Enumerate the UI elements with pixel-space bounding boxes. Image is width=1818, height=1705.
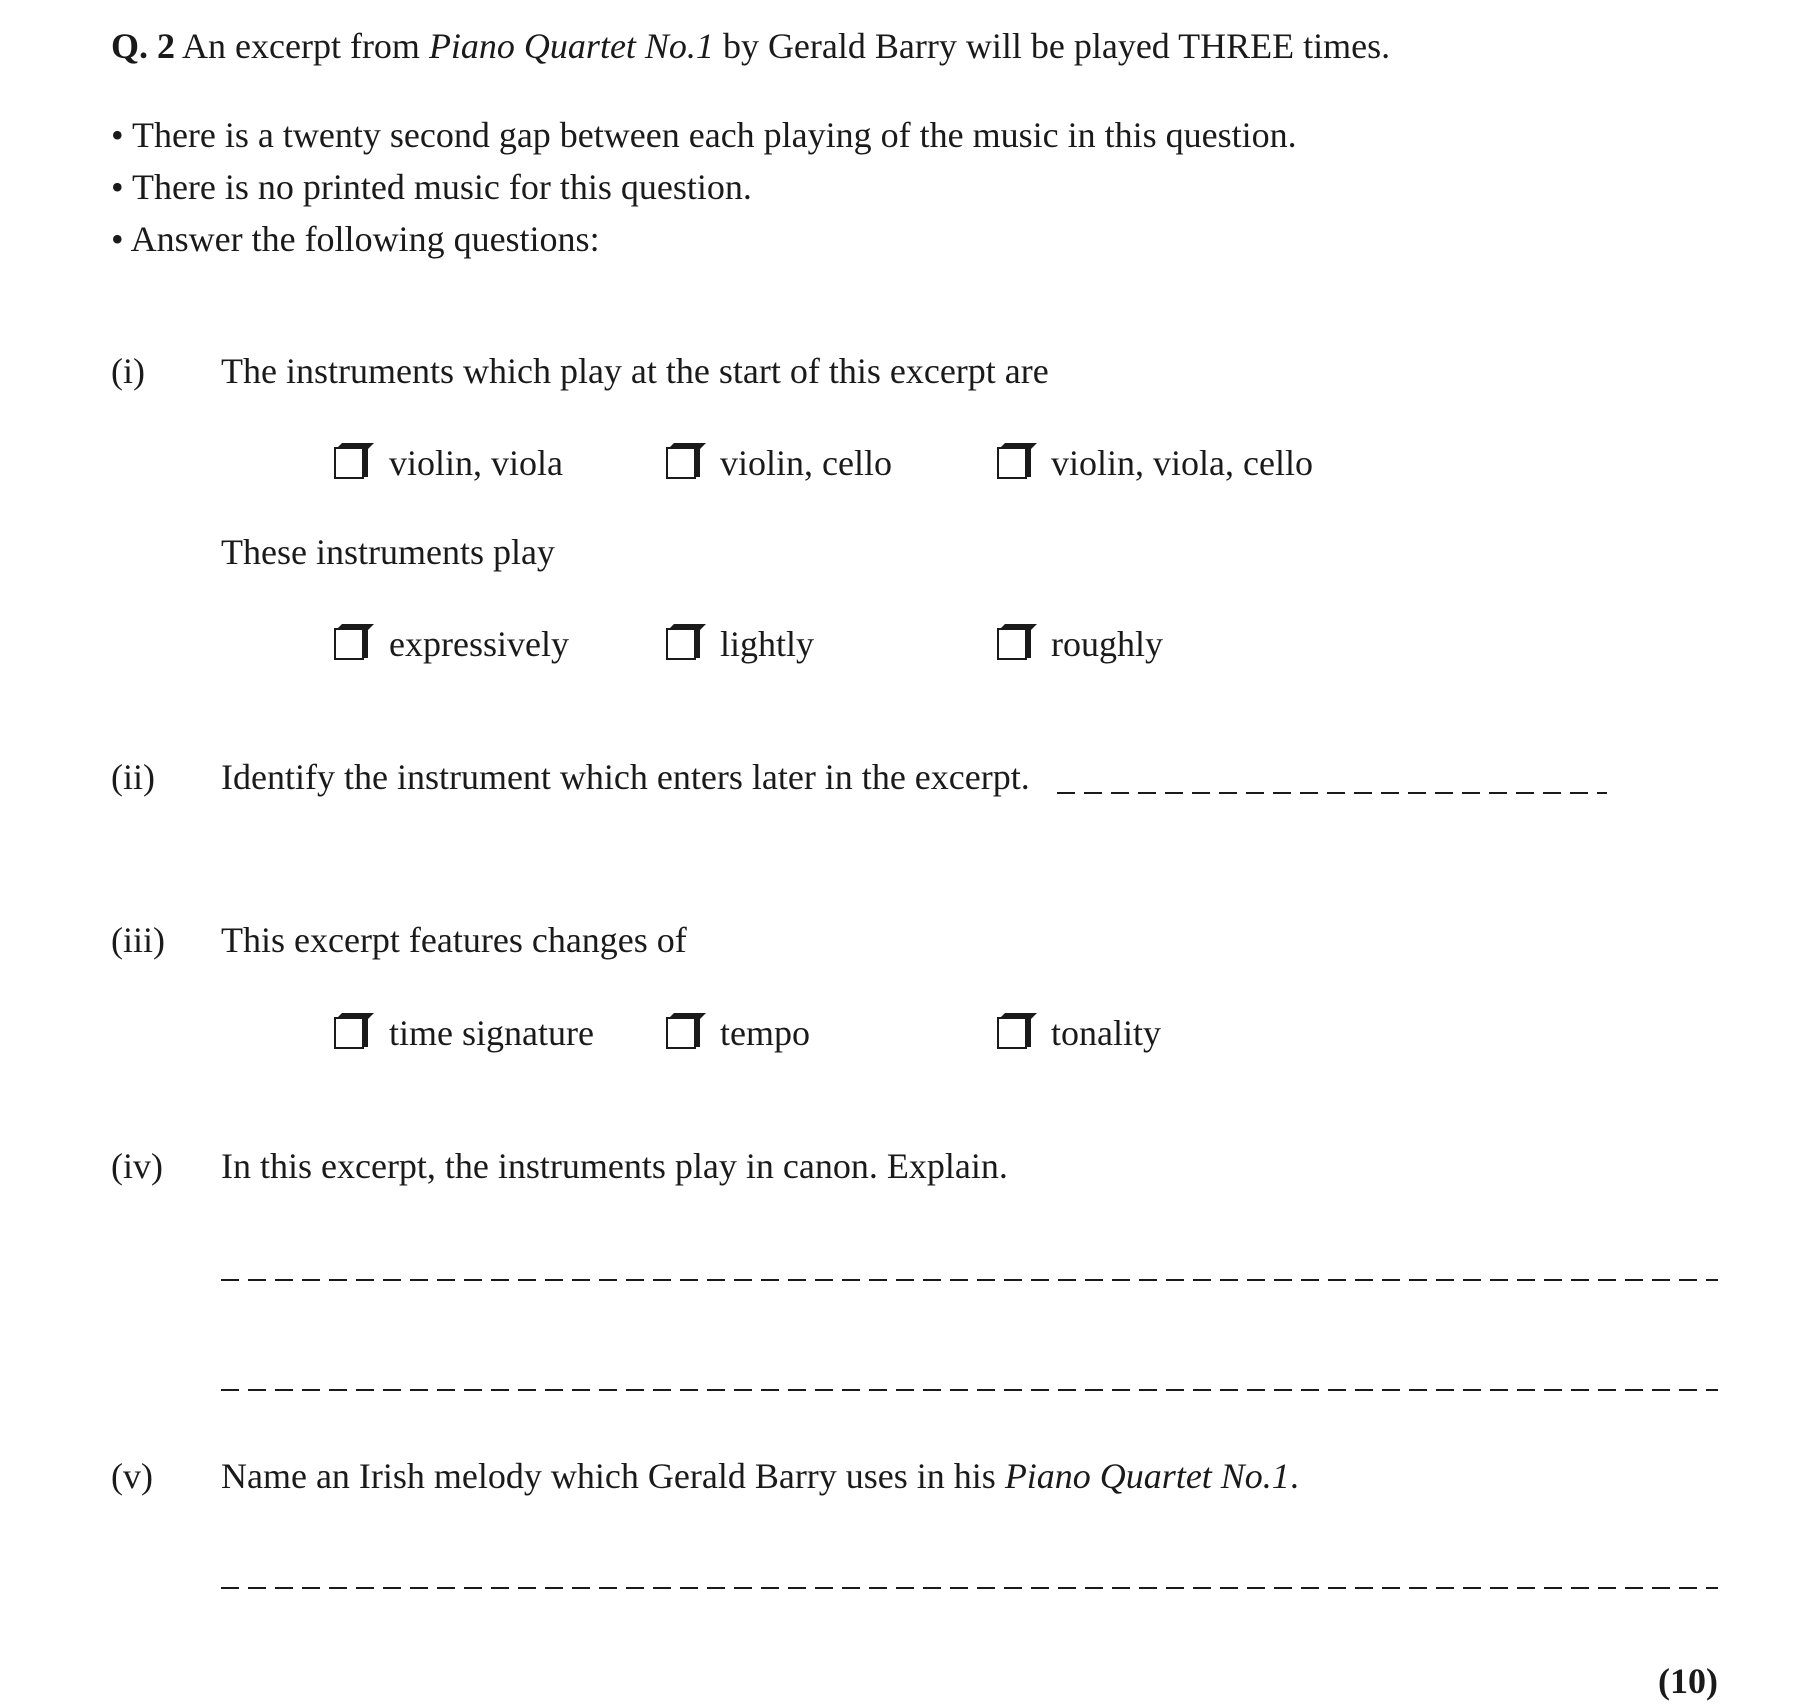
instruction-3: • Answer the following questions: (111, 219, 600, 259)
answer-line-iv-2[interactable] (221, 1389, 1718, 1391)
option-label: lightly (720, 624, 815, 664)
question-iv-number: (iv) (111, 1146, 163, 1186)
option-label: time signature (389, 1013, 594, 1053)
question-heading: Q. 2 An excerpt from Piano Quartet No.1 by Gerald Barry will be played THREE times. (111, 26, 1391, 66)
option-label: roughly (1051, 624, 1163, 664)
option-label: violin, cello (720, 443, 892, 483)
checkbox-violin-viola-cello[interactable] (997, 443, 1031, 479)
question-iv-text: In this excerpt, the instruments play in canon. Explain. (221, 1146, 1008, 1186)
checkbox-lightly[interactable] (666, 624, 700, 660)
checkbox-violin-cello[interactable] (666, 443, 700, 479)
question-i-text2: These instruments play (221, 532, 555, 572)
question-ii-text: Identify the instrument which enters later in the excerpt. (221, 757, 1030, 797)
checkbox-tonality[interactable] (997, 1013, 1031, 1049)
checkbox-tempo[interactable] (666, 1013, 700, 1049)
checkbox-time-signature[interactable] (334, 1013, 368, 1049)
question-iii-text: This excerpt features changes of (221, 920, 687, 960)
answer-line-iv-1[interactable] (221, 1279, 1718, 1281)
question-iii-number: (iii) (111, 920, 165, 960)
instruction-1: • There is a twenty second gap between each playing of the music in this question. (111, 115, 1297, 155)
question-ii-number: (ii) (111, 757, 155, 797)
answer-line-ii[interactable] (1057, 792, 1607, 794)
question-v-text: Name an Irish melody which Gerald Barry uses in his Piano Quartet No.1. (221, 1456, 1299, 1496)
question-v-number: (v) (111, 1456, 153, 1496)
work-title: Piano Quartet No.1 (428, 26, 714, 66)
answer-line-v[interactable] (221, 1587, 1718, 1589)
checkbox-violin-viola[interactable] (334, 443, 368, 479)
option-label: tempo (720, 1013, 810, 1053)
instruction-2: • There is no printed music for this question. (111, 167, 752, 207)
checkbox-expressively[interactable] (334, 624, 368, 660)
work-title: Piano Quartet No.1 (1004, 1456, 1290, 1496)
marks-total: (10) (1658, 1661, 1718, 1701)
option-label: violin, viola (389, 443, 563, 483)
question-number: Q. 2 (111, 26, 176, 66)
question-i-text: The instruments which play at the start of this excerpt are (221, 351, 1049, 391)
question-i-number: (i) (111, 351, 145, 391)
checkbox-roughly[interactable] (997, 624, 1031, 660)
option-label: expressively (389, 624, 569, 664)
option-label: tonality (1051, 1013, 1161, 1053)
option-label: violin, viola, cello (1051, 443, 1313, 483)
